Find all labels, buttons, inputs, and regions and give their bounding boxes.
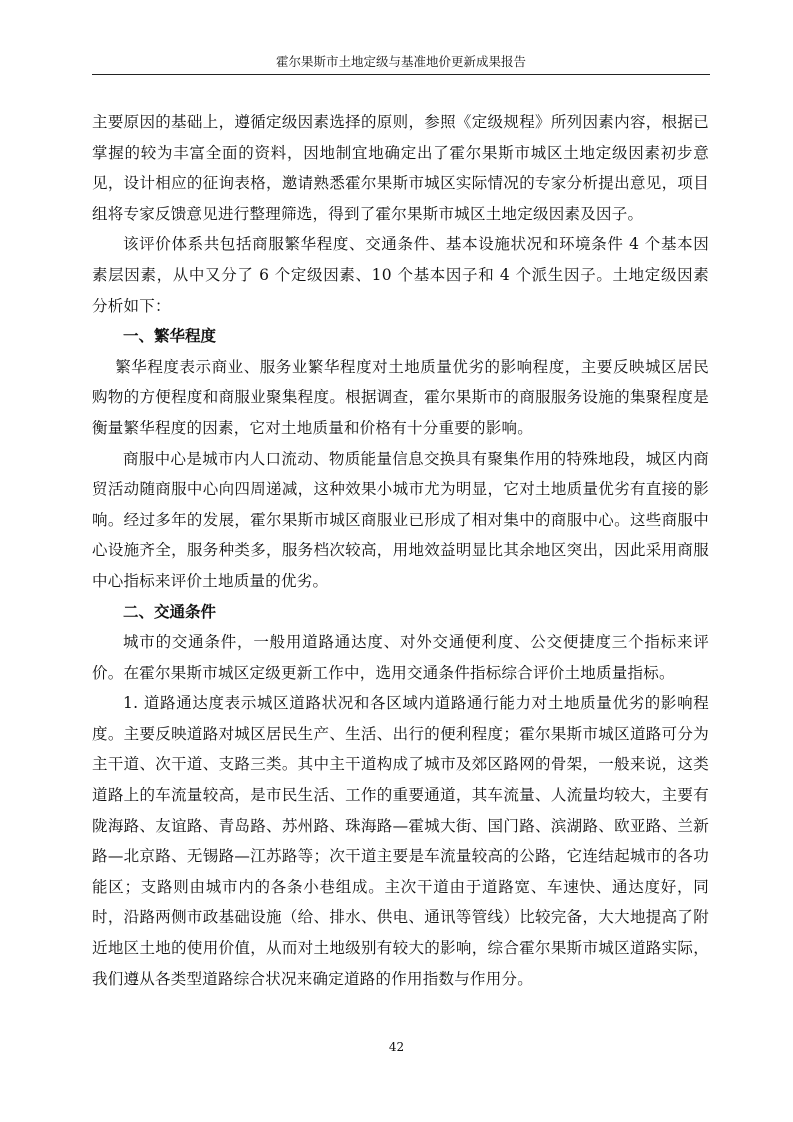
running-header: 霍尔果斯市土地定级与基准地价更新成果报告: [275, 54, 526, 69]
paragraph-road-accessibility: 1. 道路通达度表示城区道路状况和各区域内道路通行能力对土地质量优劣的影响程度。主要反映道路对城区居民生产、生活、出行的便利程度；霍尔果斯市城区道路可分为主干道、次干道、支路三类。其中主干道构成了城市及郊区路网的骨架，一般来说，这类道路上的车流量较高，是市民生活、工作的重要通道，其车流量、人流量均较大，主要有陇海路、友谊路、青岛路、苏州路、珠海路—霍城大街、国门路、滨湖路、欧亚路、兰新路—北京路、无锡路—江苏路等；次干道主要是车流量较高的公路，它连结起城市的各功能区；支路则由城市内的各条小巷组成。主次干道由于道路宽、车速快、通达度好，同时，沿路两侧市政基础设施（给、排水、供电、通讯等管线）比较完备，大大地提高了附近地区土地的使用价值，从而对土地级别有较大的影响，综合霍尔果斯市城区道路实际，我们遵从各类型道路综合状况来确定道路的作用指数与作用分。: [92, 694, 709, 988]
paragraph-evaluation-system: 该评价体系共包括商服繁华程度、交通条件、基本设施状况和环境条件 4 个基本因素层因素，从中又分了 6 个定级因素、10 个基本因子和 4 个派生因子。土地定级因素分析如下：: [92, 235, 709, 315]
paragraph-traffic-conditions: 城市的交通条件，一般用道路通达度、对外交通便利度、公交便捷度三个指标来评价。在霍尔果斯市城区定级更新工作中，选用交通条件指标综合评价土地质量指标。: [92, 633, 709, 682]
paragraph-commercial-center: 商服中心是城市内人口流动、物质能量信息交换具有聚集作用的特殊地段，城区内商贸活动随商服中心向四周递减，这种效果小城市尤为明显，它对土地质量优劣有直接的影响。经过多年的发展，霍尔果斯市城区商服业已形成了相对集中的商服中心。这些商服中心设施齐全，服务种类多，服务档次较高，用地效益明显比其余地区突出，因此采用商服中心指标来评价土地质量的优劣。: [92, 449, 709, 590]
section-heading-traffic: 二、交通条件: [123, 602, 217, 621]
page-body: [92, 107, 709, 994]
paragraph-prosperity: 繁华程度表示商业、服务业繁华程度对土地质量优劣的影响程度，主要反映城区居民购物的方便程度和商服业聚集程度。根据调查，霍尔果斯市的商服服务设施的集聚程度是衡量繁华程度的因素，它对土地质量和价格有十分重要的影响。: [92, 357, 709, 437]
header-divider: [92, 74, 710, 75]
section-heading-prosperity: 一、繁华程度: [123, 327, 217, 346]
paragraph-continued: 主要原因的基础上，遵循定级因素选择的原则，参照《定级规程》所列因素内容，根据已掌握的较为丰富全面的资料，因地制宜地确定出了霍尔果斯市城区土地定级因素初步意见，设计相应的征询表格，邀请熟悉霍尔果斯市城区实际情况的专家分析提出意见，项目组将专家反馈意见进行整理筛选，得到了霍尔果斯市城区土地定级因素及因子。: [92, 113, 709, 223]
page-number: 42: [388, 1040, 405, 1054]
